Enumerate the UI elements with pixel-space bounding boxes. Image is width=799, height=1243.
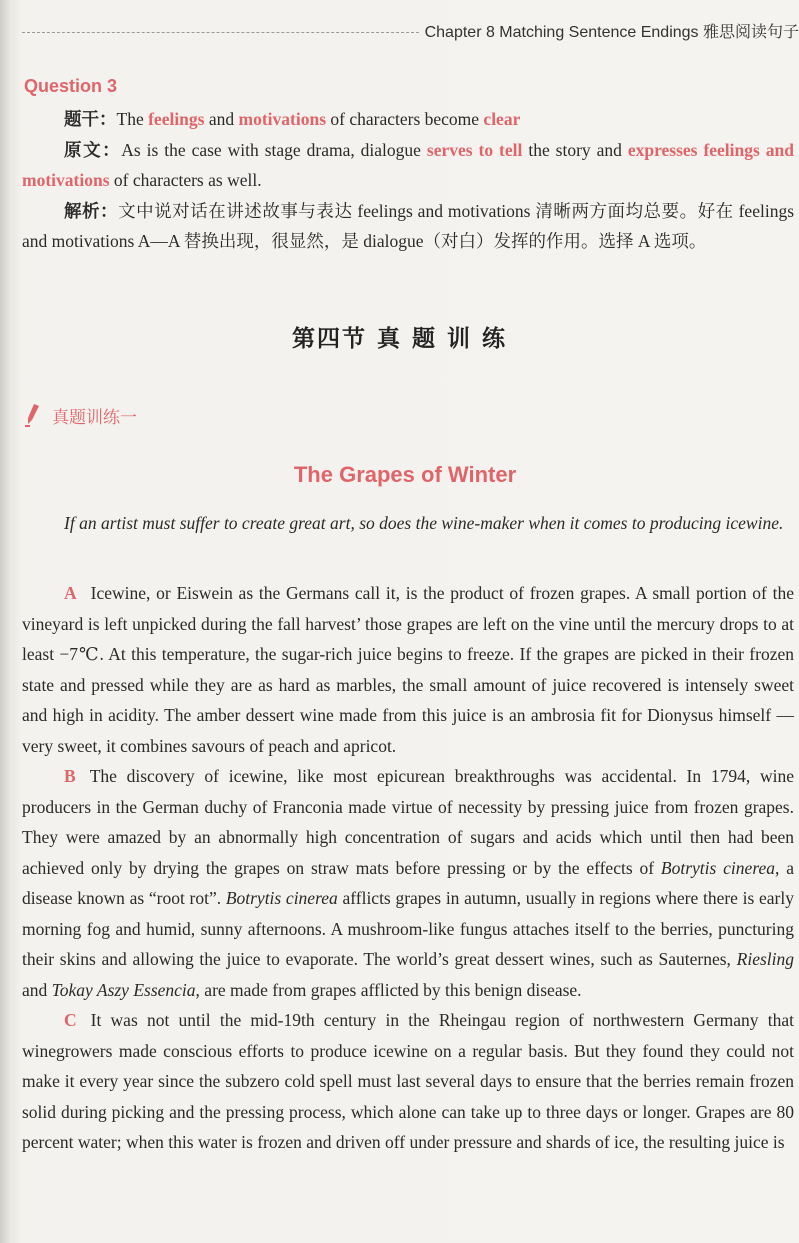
header-title: Chapter 8 Matching Sentence Endings 雅思阅读句子 (424, 23, 799, 41)
paragraph-letter: A (64, 583, 77, 603)
running-header (22, 16, 799, 44)
paragraph-letter: C (64, 1010, 77, 1030)
question-label: Question 3 (24, 76, 118, 96)
section-title: 第四节 真 题 训 练 (291, 326, 508, 352)
header-dotted-rule (22, 32, 419, 33)
practice-heading (22, 402, 137, 428)
article-title: The Grapes of Winter (293, 462, 517, 487)
paragraph-letter: B (64, 766, 76, 786)
article-body (22, 578, 794, 1158)
analysis-text: 文中说对话在讲述故事与表达 feelings and motivations 清晰两方面均总要。好在 feelings and motivations A—A 替换出现，很显然，是 dialogue（对白）发挥的作用。选择 A 选项。 (22, 200, 795, 251)
pencil-icon (22, 402, 44, 428)
highlight-expresses: expresses feelings and motivations (22, 139, 794, 190)
highlight-motivations: motivations (238, 109, 327, 129)
analysis-label: 解析： (64, 200, 119, 221)
highlight-feelings: feelings (148, 109, 205, 129)
question-explanation (22, 104, 794, 257)
article-intro: If an artist must suffer to create great art, so does the wine-maker when it comes to producing icewine. (64, 513, 784, 533)
paragraph-a: A Icewine, or Eiswein as the Germans call it, is the product of frozen grapes. A small portion of the vineyard is left unpicked during the fall harvest’ those grapes are left on the vine until the mercury drops to at least −7℃. At this temperature, the sugar-rich juice begins to freeze. If the grapes are picked in their frozen state and pressed while they are as hard as marbles, the small amount of juice recovered is intensely sweet and high in acidity. The amber dessert wine made from this juice is an ambrosia fit for Dionysus himself — very sweet, it combines savours of peach and apricot. (22, 583, 794, 756)
highlight-serves-to-tell: serves to tell (426, 139, 523, 160)
stem-line: 题干：The feelings and motivations of characters become clear (64, 109, 521, 129)
source-line: 原文：As is the case with stage drama, dialogue serves to tell the story and expresses feelings and motivations of characters as well. (22, 139, 794, 190)
highlight-clear: clear (483, 109, 521, 129)
paragraph-b: B The discovery of icewine, like most epicurean breakthroughs was accidental. In 1794, wine producers in the German duchy of Franconia made virtue of necessity by pressing juice from frozen grapes. They were amazed by an abnormally high concentration of sugars and acids which until then had been achieved only by drying the grapes on straw mats before pressing or by the effects of Botrytis cinerea, a disease known as “root rot”. Botrytis cinerea afflicts grapes in autumn, usually in regions where there is early morning fog and humid, sunny afternoons. A mushroom-like fungus attaches itself to the berries, puncturing their skins and allowing the juice to evaporate. The world’s great dessert wines, such as Sauternes, Riesling and Tokay Aszy Essencia, are made from grapes afflicted by this benign disease. (22, 766, 794, 1000)
paragraph-c: C It was not until the mid-19th century in the Rheingau region of northwestern Germany that winegrowers made conscious efforts to produce icewine on a regular basis. But they found they could not make it every year since the subzero cold spell must last several days to ensure that the berries remain frozen solid during picking and the pressing process, which alone can take up to three days or longer. Grapes are 80 percent water; when this water is frozen and driven off under pressure and shards of ice, the resulting juice is (22, 1010, 794, 1152)
source-label: 原文： (64, 139, 122, 160)
practice-label: 真题训练一 (52, 407, 137, 428)
analysis-line (22, 196, 794, 257)
stem-label: 题干： (64, 109, 117, 129)
